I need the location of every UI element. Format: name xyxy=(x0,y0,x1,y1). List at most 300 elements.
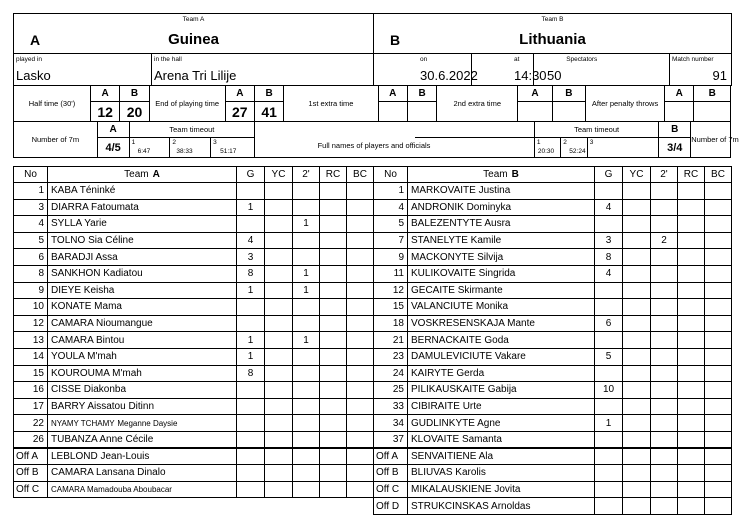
player-number: 10 xyxy=(14,299,48,316)
player-yc xyxy=(265,348,293,365)
player-g: 1 xyxy=(595,415,623,432)
player-first-name: Singrida xyxy=(478,268,516,280)
player-rc xyxy=(678,216,705,233)
player-bc xyxy=(347,431,374,448)
extra2-col-a: A xyxy=(518,86,552,102)
table-row xyxy=(374,431,732,448)
player-first-name: Keisha xyxy=(83,284,115,296)
player-name xyxy=(408,282,595,299)
scores-row xyxy=(13,85,731,122)
player-first-name: Anne Cécile xyxy=(99,433,154,445)
time-value: 14:30 xyxy=(514,68,547,83)
player-g xyxy=(595,332,623,349)
player-two: 1 xyxy=(293,282,320,299)
team-b-table xyxy=(373,166,732,515)
timeouts-row xyxy=(13,121,739,158)
team-b-col-team: Team B xyxy=(408,167,595,183)
player-surname: BALEZENTYTE xyxy=(411,218,483,230)
official-role: Off A xyxy=(374,448,408,465)
player-yc xyxy=(265,265,293,282)
player-number: 4 xyxy=(14,216,48,233)
player-two xyxy=(293,299,320,316)
penalty-label: After penalty throws xyxy=(586,86,665,122)
player-two xyxy=(293,315,320,332)
player-number: 4 xyxy=(374,199,408,216)
player-surname: VALANCIUTE xyxy=(411,301,474,313)
player-name xyxy=(48,382,237,399)
timeout-label-b: Team timeout xyxy=(534,122,658,138)
player-bc xyxy=(705,332,732,349)
player-rc xyxy=(678,183,705,200)
player-first-name: Justina xyxy=(478,185,511,197)
player-name xyxy=(48,332,237,349)
table-row xyxy=(14,232,374,249)
player-first-name: Aissatou Ditinn xyxy=(87,401,155,413)
player-surname: KOUROUMA xyxy=(51,367,110,379)
player-yc xyxy=(265,382,293,399)
player-first-name: M'mah xyxy=(112,367,142,379)
player-name xyxy=(48,315,237,332)
end-col-b: B xyxy=(254,86,283,102)
table-row xyxy=(14,365,374,382)
team-b-name: Lithuania xyxy=(519,31,586,48)
player-yc xyxy=(623,216,651,233)
player-two: 1 xyxy=(293,265,320,282)
team-b-col-g: G xyxy=(595,167,623,183)
player-first-name: Dominyka xyxy=(466,201,512,213)
table-row xyxy=(374,183,732,200)
half-score-a: 12 xyxy=(90,102,119,122)
timeout-b-2: 2 52:24 xyxy=(561,138,587,158)
player-g xyxy=(237,216,265,233)
spectators-cell xyxy=(534,54,630,86)
sevenm-label-a: Number of 7m xyxy=(14,122,98,158)
player-rc xyxy=(320,249,347,266)
player-name xyxy=(48,216,237,233)
date-cell xyxy=(374,54,478,86)
player-g xyxy=(237,299,265,316)
player-number: 33 xyxy=(374,398,408,415)
official-name: LEBLOND Jean-Louis xyxy=(48,448,237,465)
player-first-name: Mama xyxy=(94,301,122,313)
player-rc xyxy=(320,299,347,316)
timeout-label-a: Team timeout xyxy=(129,122,255,138)
player-g xyxy=(595,299,623,316)
sevenm-label-b: Number of 7m xyxy=(691,122,731,158)
sevenm-col-b: B xyxy=(659,122,691,138)
extra2-col-b: B xyxy=(552,86,585,102)
player-number: 5 xyxy=(14,232,48,249)
player-number: 15 xyxy=(374,299,408,316)
player-first-name: Nioumangue xyxy=(96,318,153,330)
player-first-name: Assa xyxy=(95,251,118,263)
hall-label: in the hall xyxy=(154,56,182,63)
team-a-name: Guinea xyxy=(168,31,219,48)
hall-value: Arena Tri Lilije xyxy=(154,68,237,83)
official-row xyxy=(374,481,732,498)
player-surname: STANELYTE xyxy=(411,235,468,247)
player-bc xyxy=(705,431,732,448)
player-surname: KULIKOVAITE xyxy=(411,268,476,280)
player-rc xyxy=(320,216,347,233)
player-bc xyxy=(705,199,732,216)
hall-cell xyxy=(152,54,374,86)
player-first-name: Ausra xyxy=(484,218,511,230)
player-yc xyxy=(265,216,293,233)
player-number: 18 xyxy=(374,315,408,332)
player-two xyxy=(651,382,678,399)
player-rc xyxy=(678,199,705,216)
timeout-a-3: 3 51:17 xyxy=(211,138,255,158)
official-role: Off A xyxy=(14,448,48,465)
player-number: 21 xyxy=(374,332,408,349)
team-a-col-g: G xyxy=(237,167,265,183)
player-number: 26 xyxy=(14,431,48,448)
player-rc xyxy=(320,415,347,432)
player-bc xyxy=(705,365,732,382)
played-in-value: Lasko xyxy=(16,68,51,83)
player-rc xyxy=(320,348,347,365)
player-yc xyxy=(623,415,651,432)
player-rc xyxy=(320,199,347,216)
player-bc xyxy=(347,365,374,382)
player-two xyxy=(293,382,320,399)
player-first-name: Bintou xyxy=(96,334,125,346)
player-rc xyxy=(320,183,347,200)
penalty-col-a: A xyxy=(665,86,694,102)
player-yc xyxy=(623,348,651,365)
player-number: 34 xyxy=(374,415,408,432)
half-col-b: B xyxy=(120,86,149,102)
table-row xyxy=(14,415,374,432)
player-bc xyxy=(705,348,732,365)
player-number: 15 xyxy=(14,365,48,382)
official-row xyxy=(374,448,732,465)
timeout-a-2: 2 38:33 xyxy=(170,138,211,158)
table-row xyxy=(374,232,732,249)
player-two xyxy=(651,299,678,316)
player-first-name: Téninké xyxy=(79,185,116,197)
player-name xyxy=(408,265,595,282)
table-row xyxy=(14,431,374,448)
teams-header xyxy=(13,13,732,54)
player-number: 7 xyxy=(374,232,408,249)
time-label: at xyxy=(514,56,520,63)
table-row xyxy=(14,265,374,282)
player-g: 3 xyxy=(595,232,623,249)
player-g xyxy=(595,282,623,299)
player-first-name: Mante xyxy=(507,318,535,330)
player-name xyxy=(408,249,595,266)
player-name xyxy=(408,315,595,332)
player-bc xyxy=(347,199,374,216)
player-name xyxy=(408,382,595,399)
player-yc xyxy=(623,315,651,332)
player-rc xyxy=(320,315,347,332)
player-first-name: Meganne Daysie xyxy=(117,418,178,428)
player-g: 8 xyxy=(595,249,623,266)
player-yc xyxy=(623,382,651,399)
player-yc xyxy=(265,431,293,448)
player-bc xyxy=(347,183,374,200)
player-surname: SYLLA xyxy=(51,218,82,230)
table-row xyxy=(374,365,732,382)
player-rc xyxy=(320,282,347,299)
official-name: SENVAITIENE Ala xyxy=(408,448,595,465)
player-first-name: Yarie xyxy=(84,218,107,230)
player-first-name: Monika xyxy=(475,301,509,313)
team-a-col-two: 2' xyxy=(293,167,320,183)
player-g xyxy=(237,398,265,415)
player-name xyxy=(48,365,237,382)
player-surname: PILIKAUSKAITE xyxy=(411,384,485,396)
player-surname: GECAITE xyxy=(411,284,455,296)
player-surname: KLOVAITE xyxy=(411,433,460,445)
player-number: 6 xyxy=(14,249,48,266)
player-yc xyxy=(265,249,293,266)
team-a-col-team: Team A xyxy=(48,167,237,183)
official-row xyxy=(14,448,374,465)
team-b-letter: B xyxy=(390,32,401,48)
table-row xyxy=(374,315,732,332)
player-two xyxy=(651,183,678,200)
player-surname: VOSKRESENSKAJA xyxy=(411,318,505,330)
player-two xyxy=(651,265,678,282)
team-a-col-no: No xyxy=(14,167,48,183)
penalty-col-b: B xyxy=(694,86,731,102)
player-g: 3 xyxy=(237,249,265,266)
player-yc xyxy=(265,398,293,415)
player-surname: SANKHON xyxy=(51,268,101,280)
player-surname: TUBANZA xyxy=(51,433,98,445)
player-two xyxy=(651,332,678,349)
player-surname: DIEYE xyxy=(51,284,82,296)
player-bc xyxy=(347,232,374,249)
match-number-label: Match number xyxy=(672,56,714,63)
spectators-label: Spectators xyxy=(566,56,598,63)
player-yc xyxy=(623,365,651,382)
player-first-name: Silvija xyxy=(477,251,504,263)
extra2-label: 2nd extra time xyxy=(437,86,518,122)
player-g xyxy=(237,431,265,448)
player-g xyxy=(237,415,265,432)
official-name: CAMARA Lansana Dinalo xyxy=(48,465,237,482)
official-name: MIKALAUSKIENE Jovita xyxy=(408,481,595,498)
player-bc xyxy=(347,332,374,349)
venue-row xyxy=(13,53,732,86)
player-surname: KONATE xyxy=(51,301,92,313)
player-name xyxy=(408,415,595,432)
player-number: 1 xyxy=(14,183,48,200)
player-number: 14 xyxy=(14,348,48,365)
official-row xyxy=(14,481,374,498)
table-row xyxy=(14,216,374,233)
player-number: 17 xyxy=(14,398,48,415)
player-two xyxy=(651,282,678,299)
player-two xyxy=(293,415,320,432)
player-yc xyxy=(623,249,651,266)
table-row xyxy=(374,332,732,349)
player-rc xyxy=(320,382,347,399)
player-g: 10 xyxy=(595,382,623,399)
player-surname: KAIRYTE xyxy=(411,367,454,379)
team-a-header-row xyxy=(14,167,374,183)
sevenm-col-a: A xyxy=(97,122,129,138)
player-rc xyxy=(678,315,705,332)
player-first-name: Gabija xyxy=(487,384,517,396)
player-first-name: Urte xyxy=(462,401,482,413)
player-g xyxy=(595,398,623,415)
player-two xyxy=(651,348,678,365)
player-two xyxy=(293,183,320,200)
player-two: 1 xyxy=(293,332,320,349)
player-rc xyxy=(678,382,705,399)
player-bc xyxy=(705,398,732,415)
player-first-name: Vakare xyxy=(494,351,526,363)
player-rc xyxy=(678,431,705,448)
player-number: 11 xyxy=(374,265,408,282)
player-first-name: Sia Céline xyxy=(88,235,134,247)
player-g: 4 xyxy=(237,232,265,249)
player-rc xyxy=(320,365,347,382)
table-row xyxy=(14,332,374,349)
player-two xyxy=(293,348,320,365)
player-yc xyxy=(265,282,293,299)
player-rc xyxy=(678,398,705,415)
player-yc xyxy=(623,431,651,448)
team-b-col-rc: RC xyxy=(678,167,705,183)
player-first-name: M'mah xyxy=(87,351,117,363)
player-name xyxy=(48,232,237,249)
extra1-col-a: A xyxy=(378,86,407,102)
player-bc xyxy=(705,415,732,432)
player-g xyxy=(237,315,265,332)
team-a-table xyxy=(13,166,374,498)
player-name xyxy=(48,299,237,316)
player-yc xyxy=(265,199,293,216)
player-two xyxy=(651,398,678,415)
spectators-value: 50 xyxy=(547,68,562,83)
official-name: CAMARA Mamadouba Aboubacar xyxy=(48,481,237,498)
table-row xyxy=(374,299,732,316)
official-role: Off B xyxy=(14,465,48,482)
player-bc xyxy=(347,299,374,316)
end-score-a: 27 xyxy=(225,102,254,122)
player-two: 1 xyxy=(293,216,320,233)
table-row xyxy=(14,382,374,399)
player-first-name: Skirmante xyxy=(457,284,503,296)
player-name xyxy=(408,365,595,382)
player-surname: CAMARA xyxy=(51,334,94,346)
player-first-name: Kadiatou xyxy=(103,268,143,280)
team-a-caption: Team A xyxy=(182,16,205,23)
player-first-name: Agne xyxy=(477,417,501,429)
player-number: 25 xyxy=(374,382,408,399)
official-role: Off B xyxy=(374,465,408,482)
player-surname: BERNACKAITE xyxy=(411,334,482,346)
player-number: 12 xyxy=(14,315,48,332)
player-first-name: Gerda xyxy=(456,367,485,379)
table-row xyxy=(14,282,374,299)
player-g xyxy=(237,382,265,399)
player-name xyxy=(408,398,595,415)
player-number: 1 xyxy=(374,183,408,200)
player-name xyxy=(48,265,237,282)
team-b-cell xyxy=(374,14,732,54)
table-row xyxy=(14,315,374,332)
player-rc xyxy=(678,232,705,249)
player-name xyxy=(48,415,237,432)
table-row xyxy=(374,249,732,266)
player-two xyxy=(293,365,320,382)
player-yc xyxy=(623,183,651,200)
player-bc xyxy=(705,249,732,266)
player-name xyxy=(408,199,595,216)
official-name: BLIUVAS Karolis xyxy=(408,465,595,482)
player-surname: ANDRONIK xyxy=(411,201,464,213)
player-two xyxy=(293,431,320,448)
player-bc xyxy=(347,282,374,299)
player-name xyxy=(48,348,237,365)
half-col-a: A xyxy=(90,86,119,102)
player-surname: NYAMY TCHAMY xyxy=(51,418,115,428)
player-bc xyxy=(705,216,732,233)
player-g: 1 xyxy=(237,332,265,349)
player-two xyxy=(651,199,678,216)
team-a-cell xyxy=(14,14,374,54)
player-g: 1 xyxy=(237,199,265,216)
player-yc xyxy=(265,315,293,332)
player-rc xyxy=(678,348,705,365)
player-number: 22 xyxy=(14,415,48,432)
player-name xyxy=(48,398,237,415)
player-surname: YOULA xyxy=(51,351,85,363)
player-two xyxy=(293,199,320,216)
table-row xyxy=(374,398,732,415)
sevenm-a-value: 4/5 xyxy=(97,138,129,158)
player-g xyxy=(595,183,623,200)
player-rc xyxy=(320,431,347,448)
player-bc xyxy=(347,348,374,365)
player-two xyxy=(293,249,320,266)
player-two: 2 xyxy=(651,232,678,249)
player-g: 1 xyxy=(237,348,265,365)
player-surname: BARADJI xyxy=(51,251,94,263)
player-rc xyxy=(678,415,705,432)
player-bc xyxy=(705,265,732,282)
player-yc xyxy=(623,299,651,316)
player-yc xyxy=(265,332,293,349)
table-row xyxy=(14,299,374,316)
player-surname: MACKONYTE xyxy=(411,251,475,263)
official-role: Off C xyxy=(14,481,48,498)
player-g: 4 xyxy=(595,265,623,282)
table-row xyxy=(374,199,732,216)
date-value: 30.6.2022 xyxy=(420,68,478,83)
official-role: Off C xyxy=(374,481,408,498)
player-g: 8 xyxy=(237,265,265,282)
player-name xyxy=(408,332,595,349)
table-row xyxy=(374,382,732,399)
player-g xyxy=(595,365,623,382)
player-two xyxy=(651,431,678,448)
player-bc xyxy=(705,183,732,200)
player-bc xyxy=(347,265,374,282)
player-rc xyxy=(678,249,705,266)
player-surname: CIBIRAITE xyxy=(411,401,460,413)
player-yc xyxy=(623,199,651,216)
player-yc xyxy=(623,282,651,299)
